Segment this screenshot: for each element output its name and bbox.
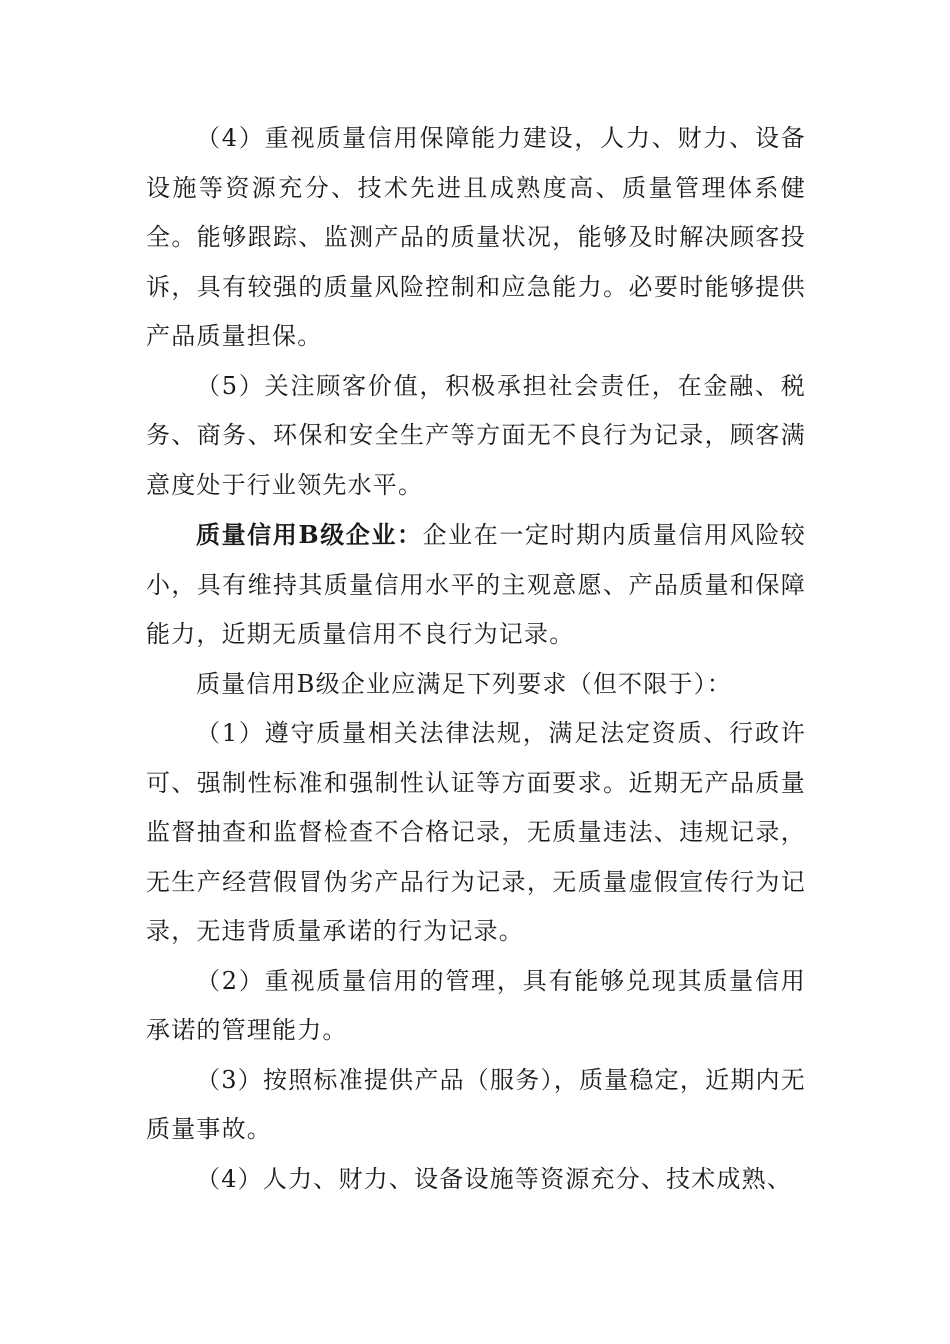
paragraph-b2 [146, 957, 806, 1056]
paragraph-lead-heading: 质量信用B级企业： [196, 520, 423, 549]
paragraph-text: 质量信用B级企业应满足下列要求（但不限于）： [196, 669, 733, 698]
paragraph-b-definition [146, 510, 806, 660]
paragraph-a5 [146, 362, 806, 511]
paragraph-text: （4）重视质量信用保障能力建设，人力、财力、设备设施等资源充分、技术先进且成熟度高、质量管理体系健全。能够跟踪、监测产品的质量状况，能够及时解决顾客投诉，具有较强的质量风险控制和应急能力。必要时能够提供产品质量担保。 [146, 124, 806, 350]
document-page [146, 114, 806, 1204]
paragraph-text: （5）关注顾客价值，积极承担社会责任，在金融、税务、商务、环保和安全生产等方面无不良行为记录，顾客满意度处于行业领先水平。 [146, 371, 806, 499]
paragraph-text: （1）遵守质量相关法律法规，满足法定资质、行政许可、强制性标准和强制性认证等方面要求。近期无产品质量监督抽查和监督检查不合格记录，无质量违法、违规记录，无生产经营假冒伪劣产品行为记录，无质量虚假宣传行为记录，无违背质量承诺的行为记录。 [146, 719, 806, 945]
paragraph-text: 企业在一定时期内质量信用风险较小，具有维持其质量信用水平的主观意愿、产品质量和保障能力，近期无质量信用不良行为记录。 [146, 521, 806, 648]
paragraph-text: （4）人力、财力、设备设施等资源充分、技术成熟、 [196, 1164, 793, 1193]
paragraph-a4 [146, 114, 806, 362]
paragraph-b4 [146, 1155, 806, 1205]
paragraph-b1 [146, 709, 806, 957]
paragraph-b3 [146, 1056, 806, 1155]
paragraph-b-requirements-intro [146, 660, 806, 710]
paragraph-text: （2）重视质量信用的管理，具有能够兑现其质量信用承诺的管理能力。 [146, 966, 806, 1044]
paragraph-text: （3）按照标准提供产品（服务），质量稳定，近期内无质量事故。 [146, 1065, 806, 1143]
